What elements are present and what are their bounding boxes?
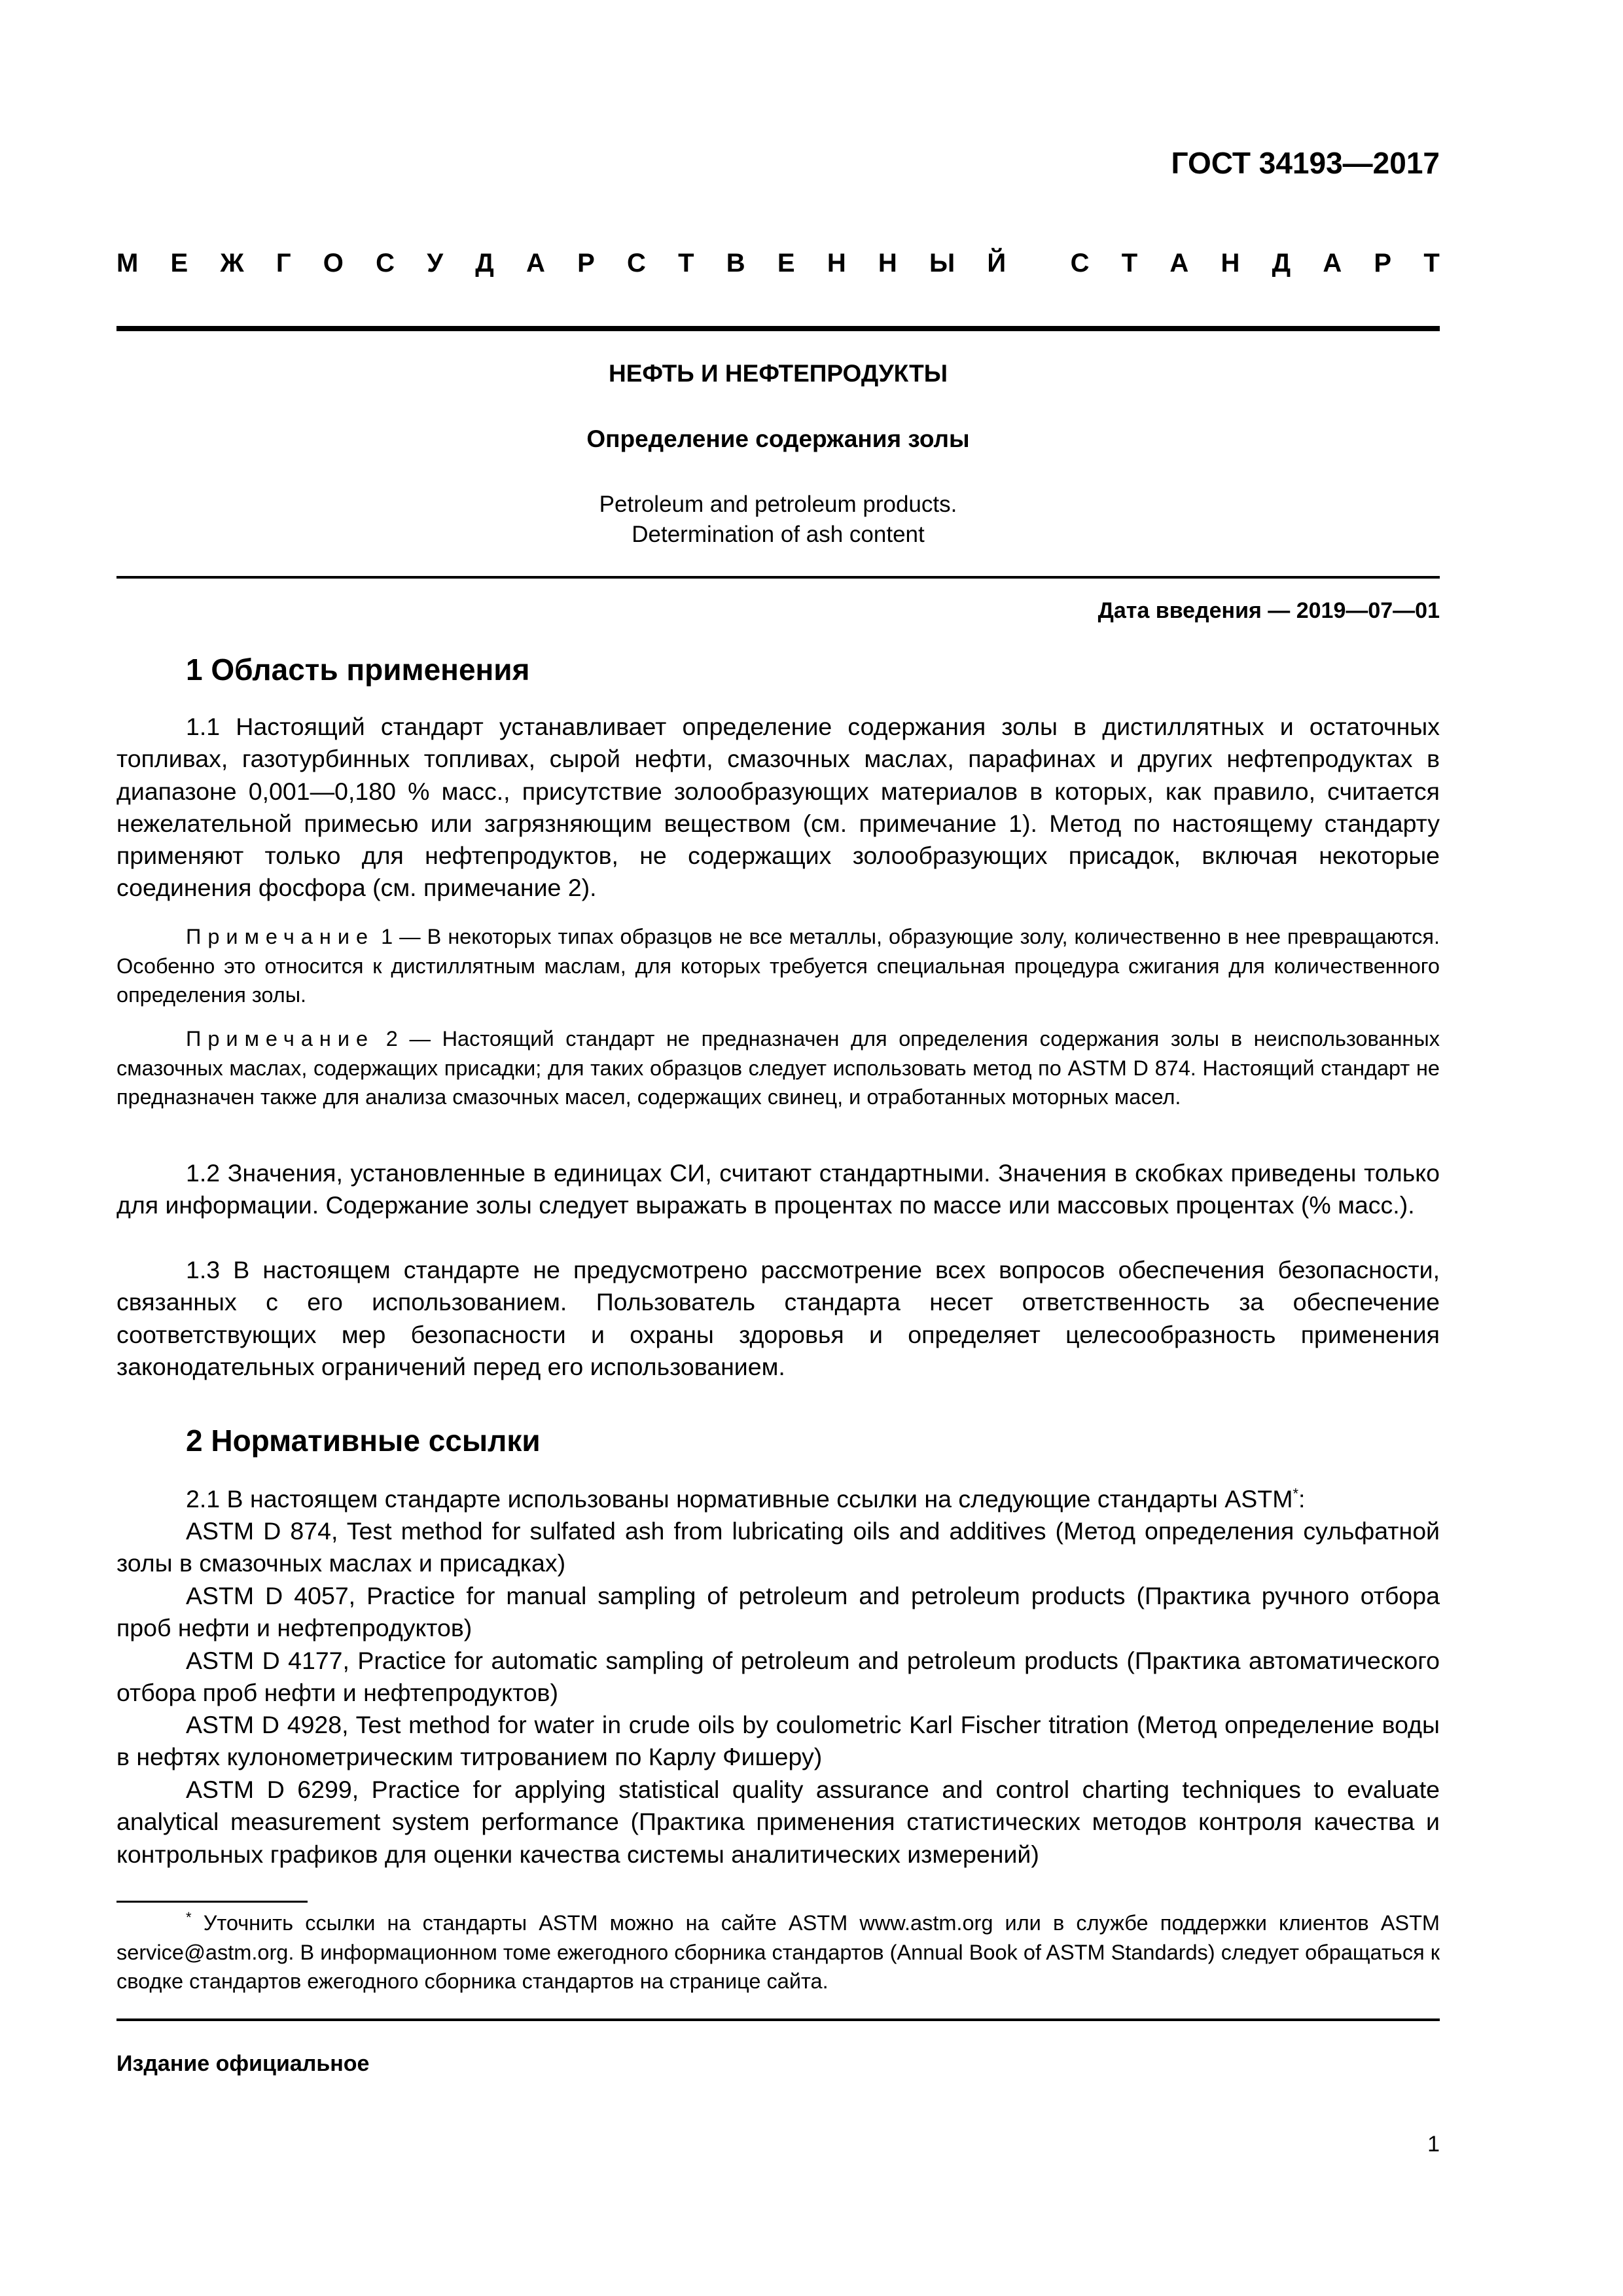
interstate-letter: А — [1323, 249, 1342, 278]
interstate-letter: М — [116, 249, 139, 278]
official-edition-label: Издание официальное — [116, 2051, 370, 2076]
paragraph-1-3: 1.3 В настоящем стандарте не предусмотрено рассмотрение всех вопросов обеспечения безопасности, связанных с его использованием. Пользователь стандарта несет ответственность за обеспечение соответствующих мер безопасности и охраны здоровья и определяет целесообразность применения законодательных ограничений перед его использованием. — [116, 1256, 1440, 1380]
interstate-letter: С — [376, 249, 395, 278]
interstate-letter: Н — [1221, 249, 1240, 278]
interstate-letter: Д — [475, 249, 494, 278]
note-label: Примечание — [186, 925, 375, 948]
interstate-letter: Т — [678, 249, 694, 278]
interstate-letter: А — [526, 249, 545, 278]
note-text: 2 — Настоящий стандарт не предназначен для определения содержания золы в неиспользованных смазочных маслах, содержащих присадки; для таких образцов следует использовать метод по ASTM D 874. Настоящий стандарт не предназначен также для анализа смазочных масел, содержащих свинец, и отработанных моторных масел. — [116, 1027, 1440, 1109]
paragraph-2-1 — [116, 1483, 1440, 1515]
note-text: 1 — В некоторых типах образцов не все металлы, образующие золу, количественно в нее превращаются. Особенно это относится к дистиллятным маслам, для которых требуется специальная процедура сжигания для количественного определения золы. — [116, 925, 1440, 1007]
paragraph-1-2: 1.2 Значения, установленные в единицах СИ, считают стандартными. Значения в скобках приведены только для информации. Содержание золы следует выражать в процентах по массе или массовых процентах (% масс.). — [116, 1159, 1440, 1219]
paragraph-1-1: 1.1 Настоящий стандарт устанавливает определение содержания золы в дистиллятных и остаточных топливах, газотурбинных топливах, сырой нефти, смазочных маслах, парафинах и других нефтепродуктах в диапазоне 0,001—0,180 % масс., присутствие золообразующих материалов в которых, как правило, считается нежелательной примесью или загрязняющим веществом (см. примечание 1). Метод по настоящему стандарту применяют только для нефтепродуктов, не содержащих золообразующих присадок, включая некоторые соединения фосфора (см. примечание 2). — [116, 713, 1440, 902]
title-rule — [116, 576, 1440, 579]
interstate-letter: Й — [987, 249, 1007, 278]
interstate-letter: У — [427, 249, 444, 278]
introduction-date: Дата введения — 2019—07—01 — [1097, 598, 1440, 623]
reference-item: ASTM D 874, Test method for sulfated ash from lubricating oils and additives (Метод определения сульфатной золы в смазочных маслах и присадках) — [116, 1517, 1440, 1577]
interstate-letter: О — [323, 249, 344, 278]
reference-item: ASTM D 4928, Test method for water in crude oils by coulometric Karl Fischer titration (Метод определение воды в нефтях кулонометрическим титрованием по Карлу Фишеру) — [116, 1711, 1440, 1771]
interstate-letter: Т — [1423, 249, 1440, 278]
interstate-letter: Р — [577, 249, 595, 278]
english-title — [116, 490, 1440, 550]
section-2-heading: 2 Нормативные ссылки — [186, 1424, 541, 1458]
note-2 — [116, 1024, 1440, 1112]
interstate-letter: Р — [1374, 249, 1392, 278]
paragraph-2-1-end: : — [1298, 1485, 1306, 1513]
interstate-letter: Н — [878, 249, 897, 278]
footnote — [116, 1909, 1440, 1996]
interstate-letter: Г — [276, 249, 291, 278]
interstate-letter: Д — [1272, 249, 1291, 278]
interstate-standard-label — [116, 249, 1440, 278]
interstate-letter: Е — [170, 249, 188, 278]
header-rule — [116, 326, 1440, 331]
footnote-reference: * — [1293, 1485, 1298, 1502]
interstate-letter: С — [1070, 249, 1090, 278]
document-subtitle: Определение содержания золы — [586, 425, 970, 452]
interstate-letter: Т — [1121, 249, 1138, 278]
footnote-mark: * — [186, 1909, 192, 1926]
interstate-letter: Е — [777, 249, 795, 278]
section-1-heading: 1 Область применения — [186, 653, 530, 687]
footer-rule — [116, 2018, 1440, 2021]
note-label: Примечание — [186, 1027, 375, 1050]
interstate-letter: Ж — [220, 249, 244, 278]
note-1 — [116, 922, 1440, 1010]
footnote-text: Уточнить ссылки на стандарты ASTM можно на сайте ASTM www.astm.org или в службе поддержки клиентов ASTM service@astm.org. В информационном томе ежегодного сборника стандартов (Annual Book of ASTM Standards) следует обращаться к сводке стандартов ежегодного сборника стандартов на странице сайта. — [116, 1911, 1440, 1994]
interstate-letter: Н — [827, 249, 846, 278]
interstate-letter: С — [627, 249, 646, 278]
interstate-letter: Ы — [929, 249, 955, 278]
reference-item: ASTM D 6299, Practice for applying statistical quality assurance and control charting techniques to evaluate analytical measurement system performance (Практика применения статистических методов контроля качества и контрольных графиков для оценки качества системы аналитических измерений) — [116, 1776, 1440, 1868]
standard-number: ГОСТ 34193—2017 — [1171, 146, 1440, 180]
page-number: 1 — [1427, 2132, 1440, 2157]
reference-item: ASTM D 4057, Practice for manual sampling of petroleum and petroleum products (Практика ручного отбора проб нефти и нефтепродуктов) — [116, 1582, 1440, 1642]
interstate-letter: В — [726, 249, 745, 278]
paragraph-2-1-text: 2.1 В настоящем стандарте использованы нормативные ссылки на следующие стандарты ASTM — [186, 1485, 1293, 1513]
document-title: НЕФТЬ И НЕФТЕПРОДУКТЫ — [609, 360, 948, 387]
reference-item: ASTM D 4177, Practice for automatic sampling of petroleum and petroleum products (Практика автоматического отбора проб нефти и нефтепродуктов) — [116, 1647, 1440, 1707]
interstate-letter: А — [1169, 249, 1189, 278]
english-title-line: Determination of ash content — [632, 522, 925, 547]
english-title-line: Petroleum and petroleum products. — [599, 492, 957, 517]
footnote-separator — [116, 1901, 308, 1903]
